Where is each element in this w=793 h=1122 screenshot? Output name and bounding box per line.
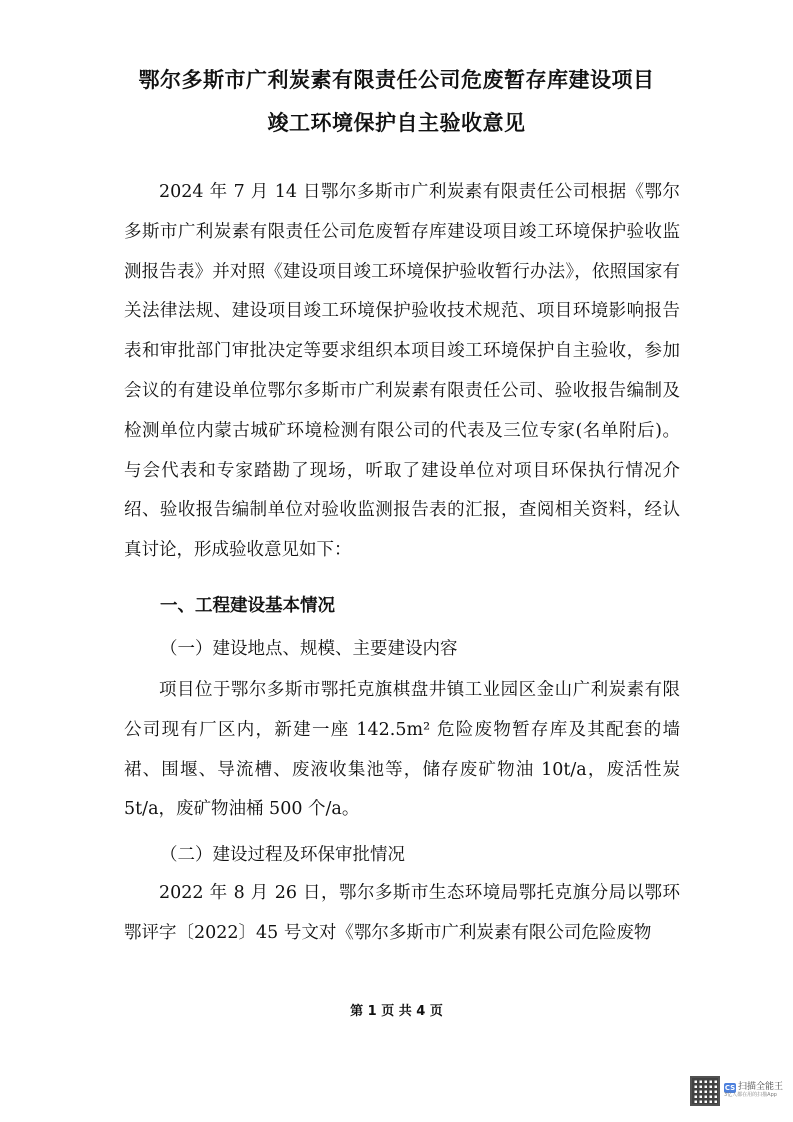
section-heading-1: 一、工程建设基本情况 xyxy=(160,596,335,616)
subsection-heading-1: （一）建设地点、规模、主要建设内容 xyxy=(160,639,458,659)
paragraph-location: 项目位于鄂尔多斯市鄂托克旗棋盘井镇工业园区金山广利炭素有限公司现有厂区内，新建一座 142.5m² 危险废物暂存库及其配套的墙裙、围堰、导流槽、废液收集池等，储存废矿物油 10t/a，废活性炭 5t/a，废矿物油桶 500 个/a。 xyxy=(124,680,680,820)
watermark-text xyxy=(724,1083,783,1099)
paragraph-approval: 2022 年 8 月 26 日，鄂尔多斯市生态环境局鄂托克旗分局以鄂环鄂评字〔2022〕45 号文对《鄂尔多斯市广利炭素有限公司危险废物 xyxy=(124,883,680,943)
watermark-tagline: 3亿人都在用的扫描App xyxy=(724,1092,777,1099)
watermark-brand-name: 扫描全能王 xyxy=(738,1082,784,1093)
scanner-watermark xyxy=(690,1073,786,1109)
camscanner-logo-icon: CS xyxy=(724,1084,736,1093)
paragraph-intro: 2024 年 7 月 14 日鄂尔多斯市广利炭素有限责任公司根据《鄂尔多斯市广利炭素有限责任公司危废暂存库建设项目竣工环境保护验收监测报告表》并对照《建设项目竣工环境保护验收暂行办法》，依照国家有关法律法规、建设项目竣工环境保护验收技术规范、项目环境影响报告表和审批部门审批决定等要求组织本项目竣工环境保护自主验收，参加会议的有建设单位鄂尔多斯市广利炭素有限责任公司、验收报告编制及检测单位内蒙古城矿环境检测有限公司的代表及三位专家(名单附后)。与会代表和专家踏勘了现场，听取了建设单位对项目环保执行情况介绍、验收报告编制单位对验收监测报告表的汇报，查阅相关资料，经认真讨论，形成验收意见如下： xyxy=(124,182,680,561)
page-number-footer: 第 1 页 共 4 页 xyxy=(350,1004,443,1019)
document-title-line2: 竣工环境保护自主验收意见 xyxy=(267,111,526,135)
document-title-line1: 鄂尔多斯市广利炭素有限责任公司危废暂存库建设项目 xyxy=(138,68,655,92)
subsection-heading-2: （二）建设过程及环保审批情况 xyxy=(160,845,405,865)
qr-code-icon xyxy=(690,1076,720,1106)
